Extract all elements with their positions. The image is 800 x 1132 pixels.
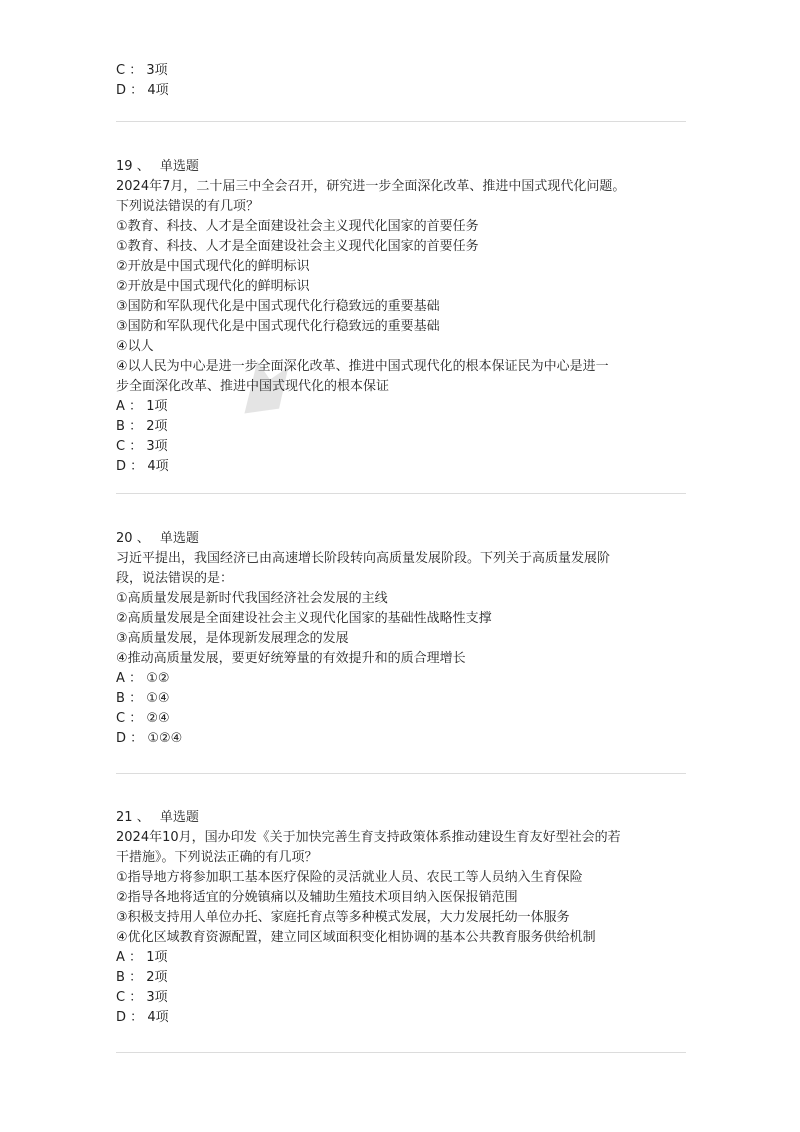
option-sep: ： <box>130 83 144 98</box>
option-letter: D <box>116 459 127 474</box>
option-letter: B <box>116 970 125 985</box>
option-text: 1项 <box>146 399 168 414</box>
option-text: 2项 <box>146 970 168 985</box>
option-text: ①②④ <box>147 731 183 746</box>
stem-line: 下列说法错误的有几项？ <box>116 199 260 214</box>
option-text: 4项 <box>147 1010 169 1025</box>
stem-line: ④优化区域教育资源配置，建立同区域面积变化相协调的基本公共教育服务供给机制 <box>116 930 596 945</box>
option-row <box>116 689 686 709</box>
stem-line: ②高质量发展是全面建设社会主义现代化国家的基础性战略性支撑 <box>116 611 492 626</box>
stem-line: ④推动高质量发展，要更好统筹量的有效提升和的质合理增长 <box>116 651 466 666</box>
question-sep: 、 <box>136 531 150 546</box>
option-text: 3项 <box>146 63 168 78</box>
question-number: 21 <box>116 810 133 825</box>
stem-line: ③高质量发展，是体现新发展理念的发展 <box>116 631 349 646</box>
question-type: 单选题 <box>159 159 199 174</box>
stem-line: 2024年7月，二十届三中全会召开，研究进一步全面深化改革、推进中国式现代化问题。 <box>116 179 626 194</box>
option-row <box>116 81 169 101</box>
option-text: ①② <box>146 671 170 686</box>
option-sep: ： <box>129 990 143 1005</box>
stem-line: ③国防和军队现代化是中国式现代化行稳致远的重要基础 <box>116 319 440 334</box>
option-text: 2项 <box>146 419 168 434</box>
divider <box>116 121 686 122</box>
option-letter: A <box>116 399 125 414</box>
option-text: 3项 <box>146 990 168 1005</box>
option-row <box>116 457 686 477</box>
stem-line: 步全面深化改革、推进中国式现代化的根本保证 <box>116 379 390 394</box>
stem-line: ③积极支持用人单位办托、家庭托育点等多种模式发展，大力发展托幼一体服务 <box>116 910 570 925</box>
option-letter: D <box>116 83 127 98</box>
divider <box>116 1052 686 1053</box>
stem-line: ④以人 <box>116 339 154 354</box>
stem-line: ①教育、科技、人才是全面建设社会主义现代化国家的首要任务 <box>116 219 479 234</box>
option-letter: D <box>116 731 127 746</box>
option-row <box>116 988 686 1008</box>
prev-question-tail <box>116 61 169 101</box>
option-row <box>116 1008 686 1028</box>
question-type: 单选题 <box>159 810 199 825</box>
question-number: 19 <box>116 159 133 174</box>
option-row <box>116 669 686 689</box>
stem-line: ①高质量发展是新时代我国经济社会发展的主线 <box>116 591 388 606</box>
option-row <box>116 417 686 437</box>
stem-line: ①指导地方将参加职工基本医疗保险的灵活就业人员、农民工等人员纳入生育保险 <box>116 870 583 885</box>
option-letter: B <box>116 419 125 434</box>
stem-line: 段，说法错误的是： <box>116 571 234 586</box>
question-block <box>116 529 686 749</box>
option-letter: B <box>116 691 125 706</box>
option-letter: A <box>116 950 125 965</box>
question-header <box>116 157 686 177</box>
option-sep: ： <box>129 399 143 414</box>
option-row <box>116 61 169 81</box>
option-text: 4项 <box>147 459 169 474</box>
stem-line: ③国防和军队现代化是中国式现代化行稳致远的重要基础 <box>116 299 440 314</box>
question-sep: 、 <box>136 810 150 825</box>
option-sep: ： <box>129 950 143 965</box>
option-letter: C <box>116 439 126 454</box>
divider <box>116 493 686 494</box>
option-sep: ： <box>129 63 143 78</box>
stem-line: 2024年10月，国办印发《关于加快完善生育支持政策体系推动建设生育友好型社会的若 <box>116 830 621 845</box>
stem-line: 习近平提出，我国经济已由高速增长阶段转向高质量发展阶段。下列关于高质量发展阶 <box>116 551 611 566</box>
option-sep: ： <box>130 459 144 474</box>
option-sep: ： <box>130 1010 144 1025</box>
stem-line: ②开放是中国式现代化的鲜明标识 <box>116 259 310 274</box>
question-sep: 、 <box>136 159 150 174</box>
option-row <box>116 948 686 968</box>
option-letter: C <box>116 990 126 1005</box>
option-row <box>116 437 686 457</box>
option-sep: ： <box>129 671 143 686</box>
question-block <box>116 808 686 1028</box>
option-letter: C <box>116 711 126 726</box>
question-number: 20 <box>116 531 133 546</box>
option-row <box>116 968 686 988</box>
option-letter: C <box>116 63 126 78</box>
stem-line: ④以人民为中心是进一步全面深化改革、推进中国式现代化的根本保证民为中心是进一 <box>116 359 609 374</box>
option-letter: A <box>116 671 125 686</box>
option-text: ①④ <box>146 691 170 706</box>
question-block <box>116 157 686 477</box>
question-type: 单选题 <box>159 531 199 546</box>
option-row <box>116 397 686 417</box>
option-row <box>116 709 686 729</box>
question-header <box>116 529 686 549</box>
stem-line: ①教育、科技、人才是全面建设社会主义现代化国家的首要任务 <box>116 239 479 254</box>
option-sep: ： <box>129 711 143 726</box>
option-sep: ： <box>129 970 143 985</box>
stem-line: 干措施》。下列说法正确的有几项？ <box>116 850 318 865</box>
option-letter: D <box>116 1010 127 1025</box>
option-text: 1项 <box>146 950 168 965</box>
divider <box>116 773 686 774</box>
option-text: 4项 <box>147 83 169 98</box>
question-header <box>116 808 686 828</box>
option-sep: ： <box>129 691 143 706</box>
option-row <box>116 729 686 749</box>
option-sep: ： <box>129 419 143 434</box>
option-text: 3项 <box>146 439 168 454</box>
option-sep: ： <box>130 731 144 746</box>
stem-line: ②开放是中国式现代化的鲜明标识 <box>116 279 310 294</box>
stem-line: ②指导各地将适宜的分娩镇痛以及辅助生殖技术项目纳入医保报销范围 <box>116 890 518 905</box>
option-sep: ： <box>129 439 143 454</box>
option-text: ②④ <box>146 711 170 726</box>
